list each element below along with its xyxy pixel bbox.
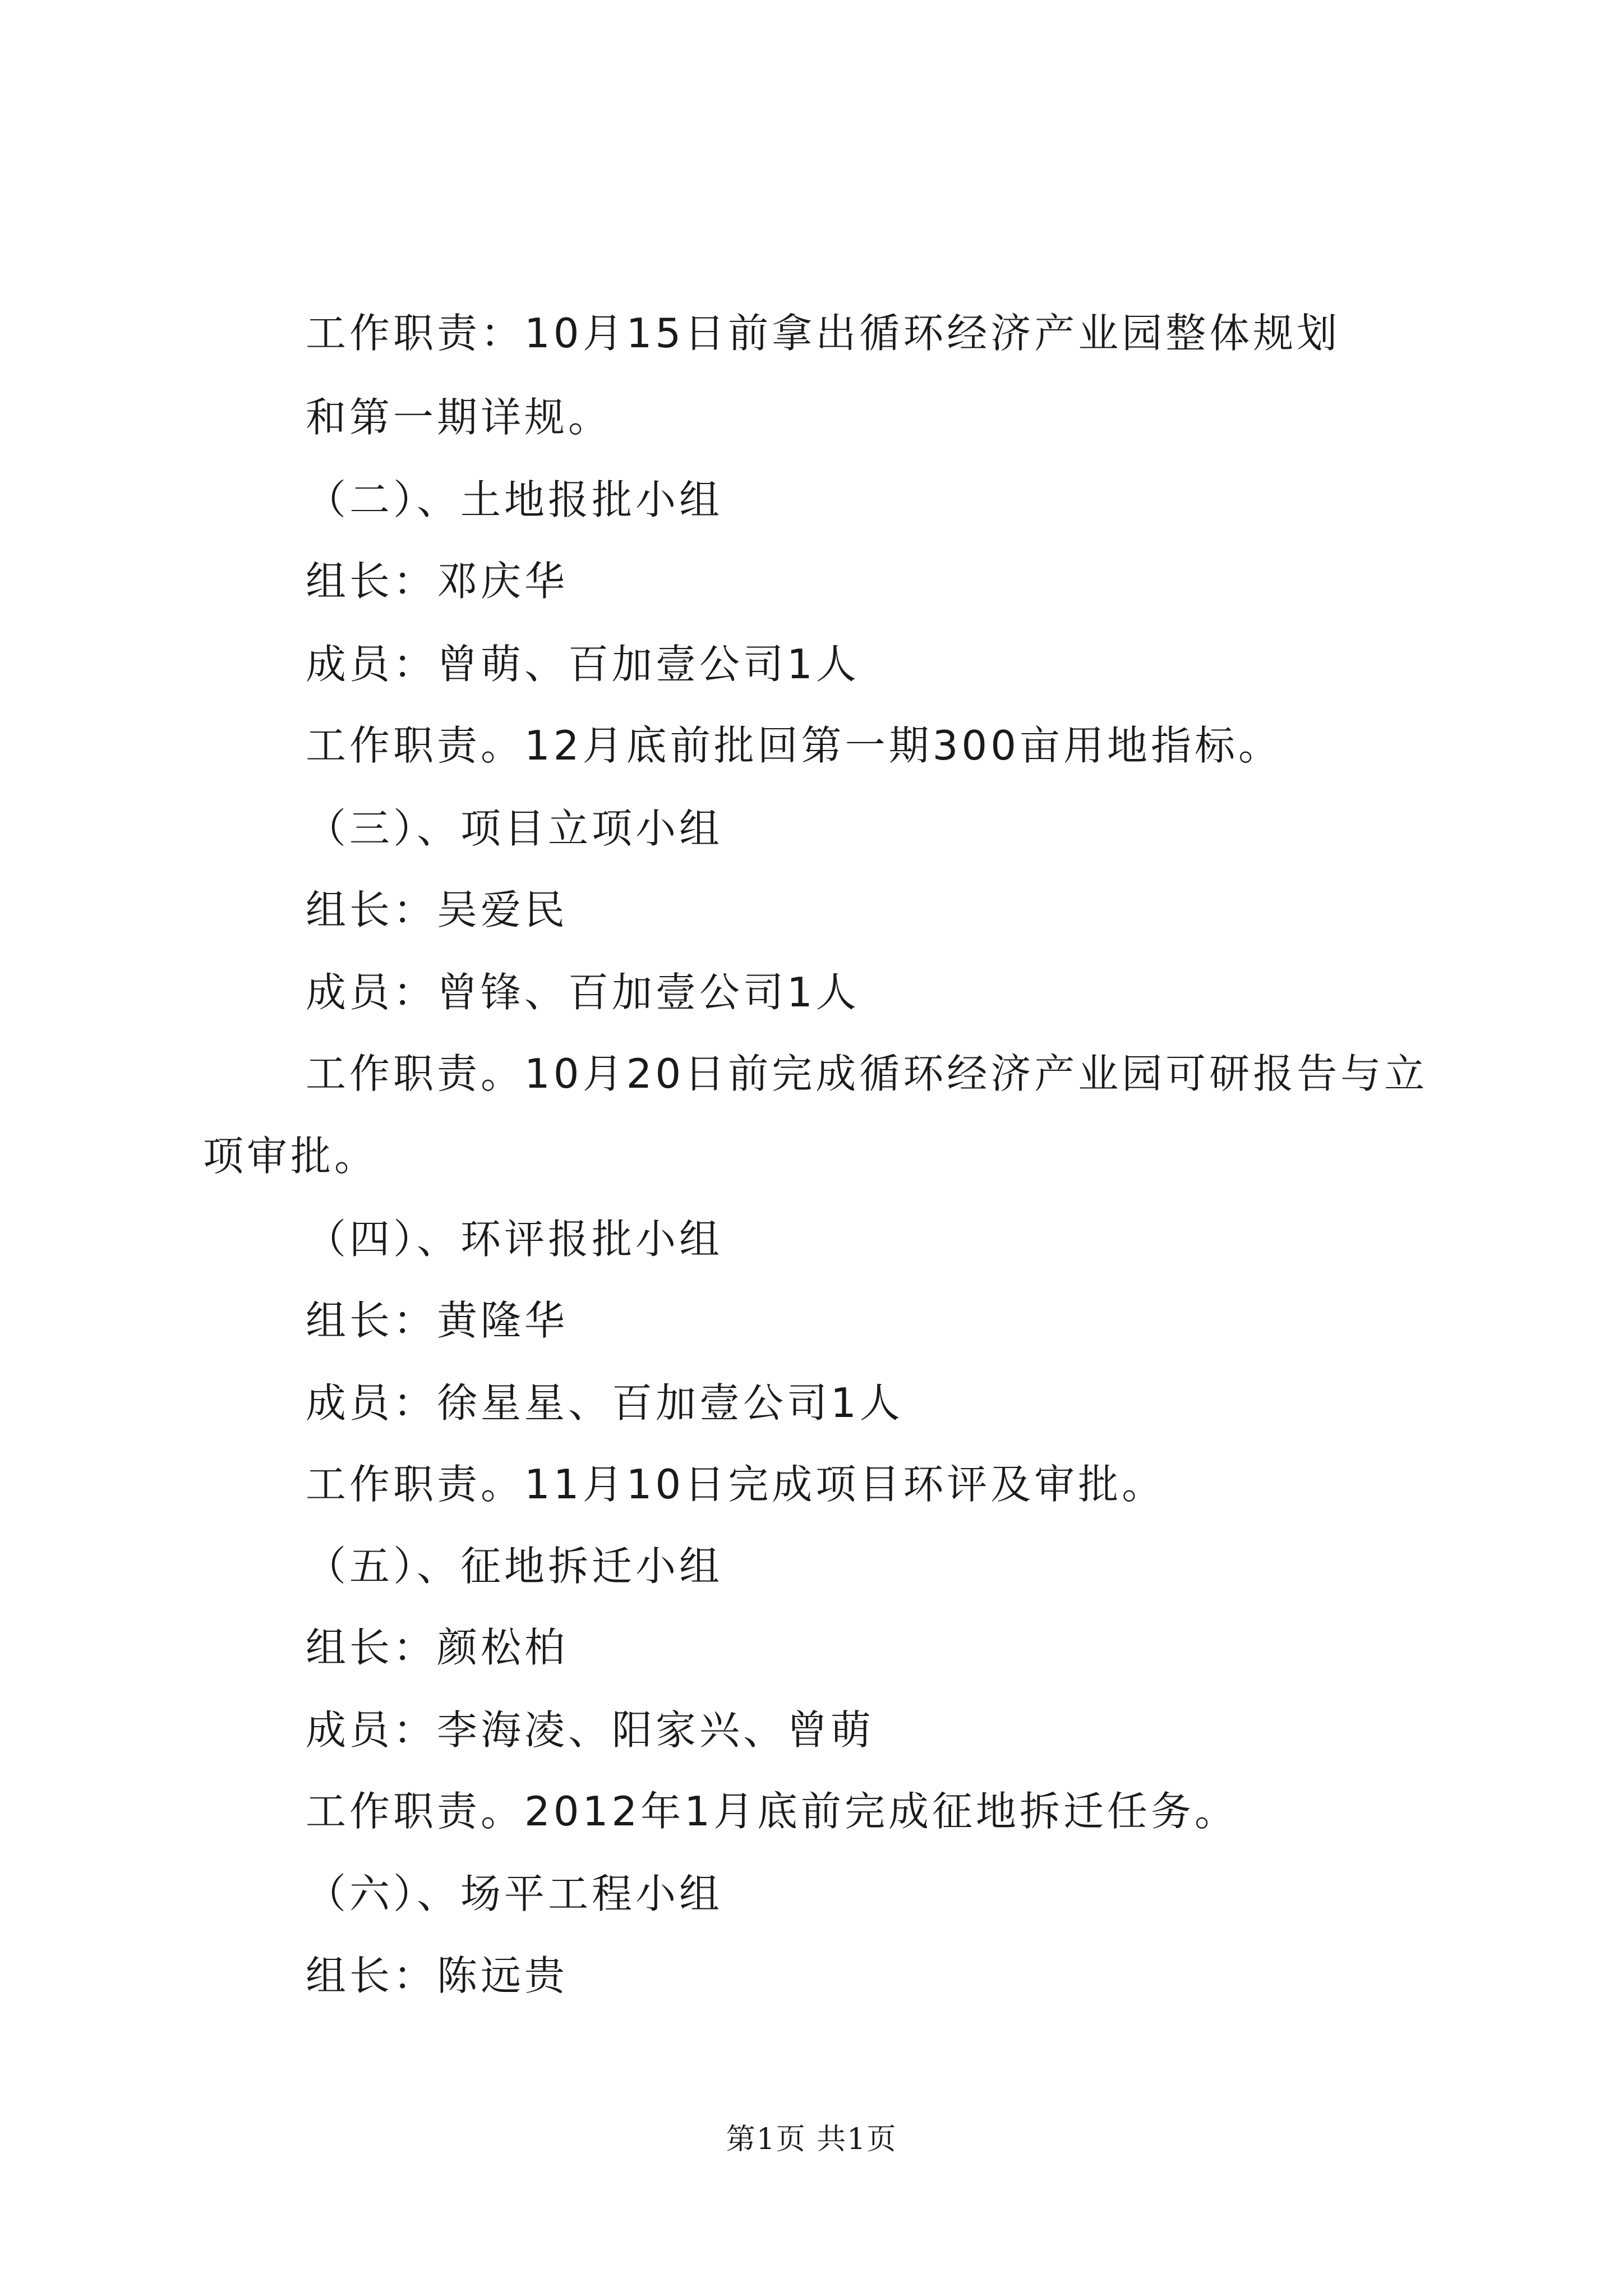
text-line: 工作职责。2012年1月底前完成征地拆迁任务。: [306, 1788, 1239, 1835]
text-line: 成员：李海凌、阳家兴、曾萌: [306, 1706, 875, 1754]
text-line: 和第一期详规。: [306, 394, 612, 441]
text-line: 工作职责。12月底前批回第一期300亩用地指标。: [306, 722, 1283, 769]
text-line: 工作职责。10月20日前完成循环经济产业园可研报告与立: [306, 1050, 1428, 1097]
text-line: 组长：陈远贵: [306, 1952, 569, 1999]
page-number-footer: 第1页 共1页: [726, 2123, 897, 2156]
text-line: 成员：曾萌、百加壹公司1人: [306, 641, 860, 688]
text-line: 成员：曾锋、百加壹公司1人: [306, 969, 860, 1016]
section-heading: （四）、环评报批小组: [306, 1216, 723, 1263]
section-heading: （六）、场平工程小组: [306, 1870, 723, 1917]
text-line: 成员：徐星星、百加壹公司1人: [306, 1379, 903, 1427]
text-line: 组长：邓庆华: [306, 558, 569, 605]
section-heading: （二）、土地报批小组: [306, 476, 723, 523]
text-line: 工作职责。11月10日完成项目环评及审批。: [306, 1461, 1166, 1508]
text-line: 组长：颜松柏: [306, 1624, 569, 1671]
section-heading: （五）、征地拆迁小组: [306, 1543, 723, 1590]
text-line: 组长：黄隆华: [306, 1297, 569, 1344]
text-line: 工作职责：10月15日前拿出循环经济产业园整体规划: [306, 310, 1341, 357]
section-heading: （三）、项目立项小组: [306, 805, 723, 852]
text-line: 项审批。: [203, 1133, 379, 1180]
text-line: 组长：吴爱民: [306, 886, 569, 933]
